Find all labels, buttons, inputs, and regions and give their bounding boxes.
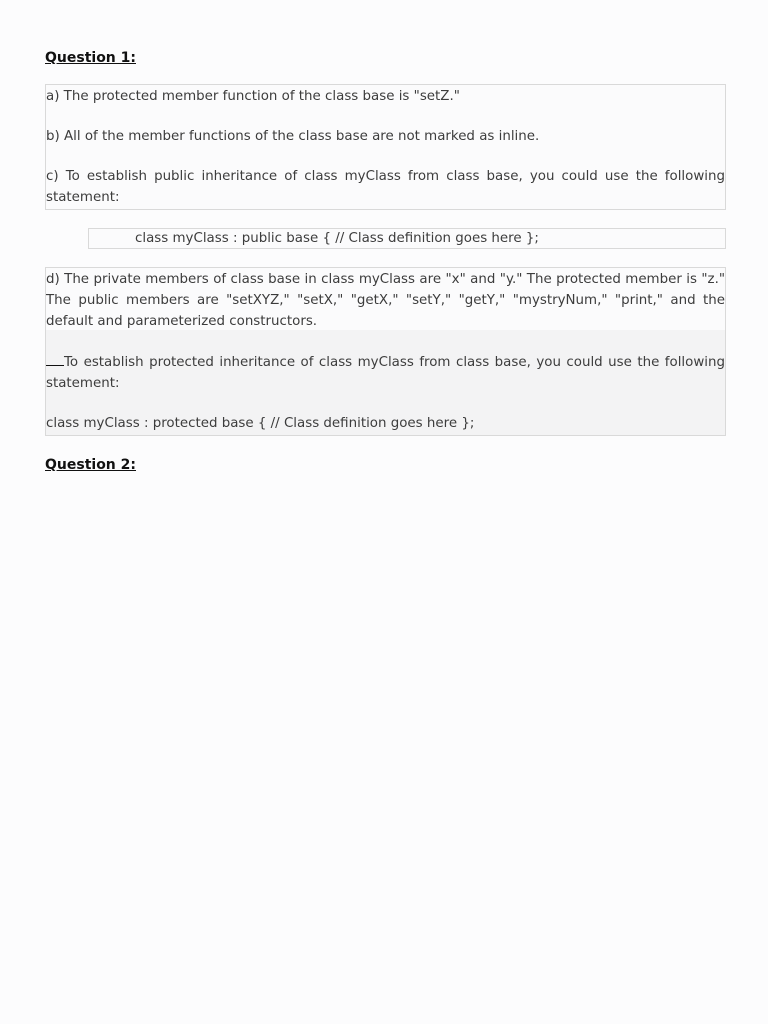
answer-b: b) All of the member functions of the class base are not marked as inline. (46, 129, 540, 144)
blank-line (46, 351, 64, 366)
answer-c: c) To establish public inheritance of class myClass from class base, you could use the following statement: (46, 169, 725, 205)
code-protected-inheritance: class myClass : protected base { // Class definition goes here }; (46, 416, 475, 431)
document-page (45, 48, 726, 475)
code-public-inheritance: class myClass : public base { // Class definition goes here }; (88, 228, 726, 249)
answer-e-text: To establish protected inheritance of class myClass from class base, you could use the following statement: (46, 355, 725, 391)
answer-e (46, 351, 725, 394)
answers-de-box (45, 267, 726, 436)
answer-a: a) The protected member function of the class base is "setZ." (46, 89, 460, 104)
question-1-heading: Question 1: (45, 50, 136, 66)
question-2-heading: Question 2: (45, 457, 136, 473)
answers-abc-box (45, 84, 726, 210)
answer-d: d) The private members of class base in class myClass are "x" and "y." The protected member is "z." The public members are "setXYZ," "setX," "getX," "setY," "getY," "mystryNum," "print," and the default and parameterized constructors. (46, 272, 725, 329)
